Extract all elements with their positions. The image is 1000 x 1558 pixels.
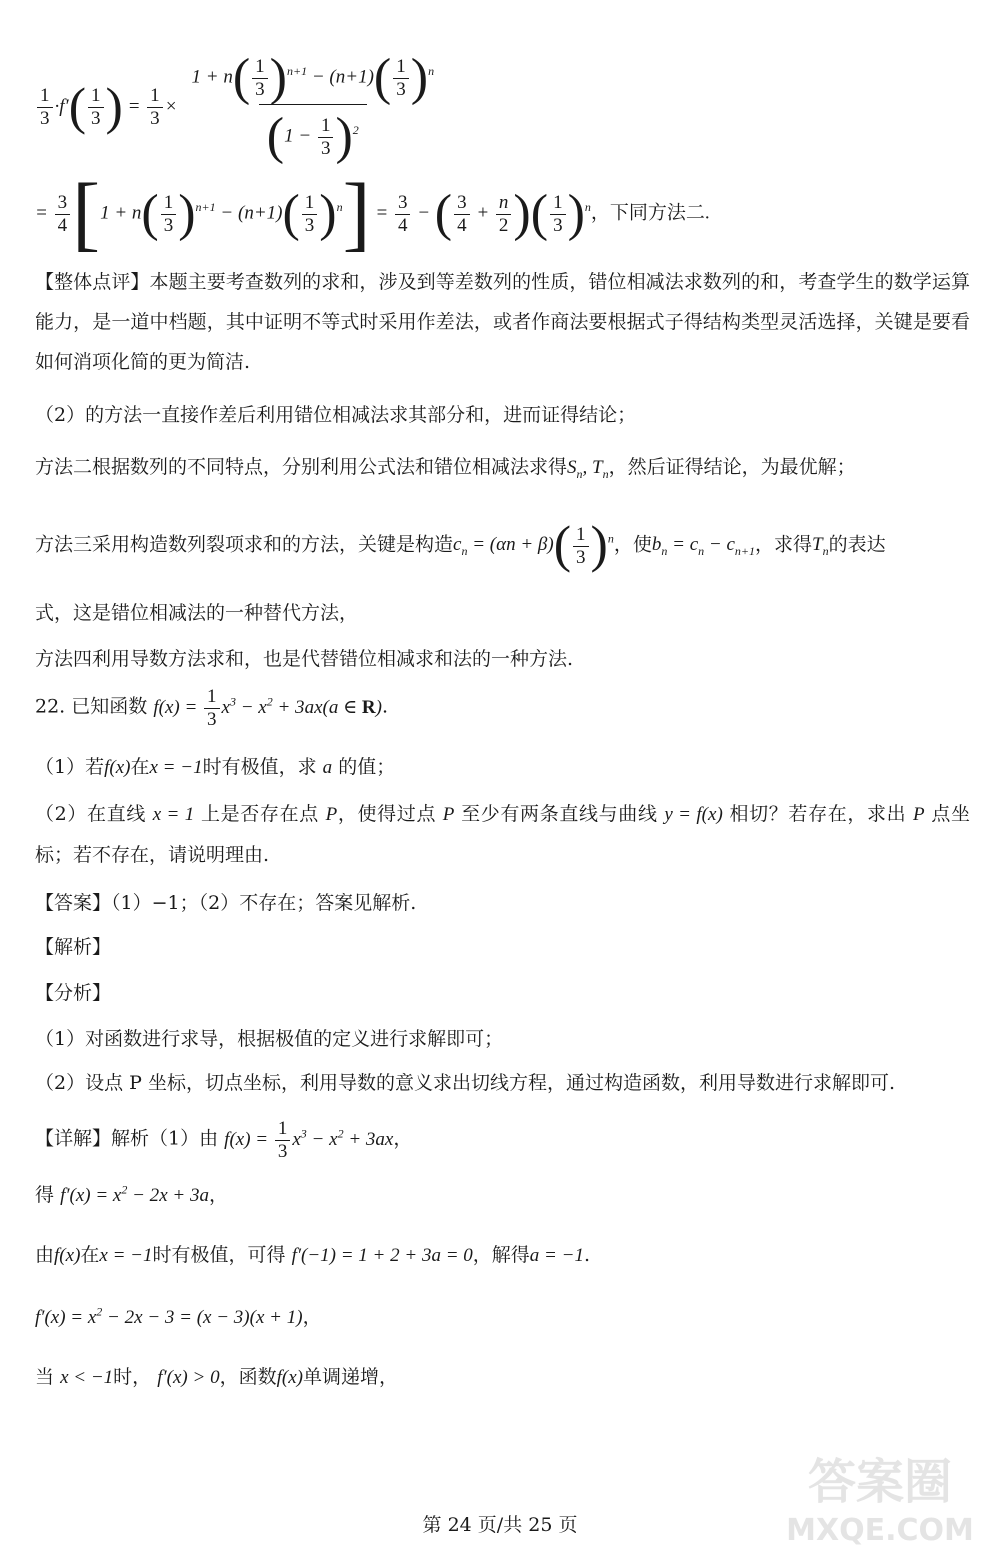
derivation-line-1: $\frac{1}{3}$ ·f′( $\frac{1}{3}$ ) = $\frac{1}{3}$ × 1 + n( $\frac{1}{3}$ )$^{n+1}$ − (n+1)( $\frac{1}{3}$ )$^n$ (1 − $\frac{1}{3}$ )$^2$ — [35, 52, 444, 163]
analysis-label: 【分析】 — [35, 982, 112, 1004]
detail-extremum: 由f(x)在x = −1时有极值，可得 f′(−1) = 1 + 2 + 3a = 0，解得a = −1. — [35, 1244, 590, 1266]
analysis-item-2: （2）设点 P 坐标，切点坐标，利用导数的意义求出切线方程，通过构造函数，利用导数进行求解即可. — [35, 1072, 895, 1094]
comment-item-2: （2）的方法一直接作差后利用错位相减法求其部分和，进而证得结论； — [35, 404, 637, 426]
watermark-logo — [780, 1440, 980, 1550]
answer-label: 【答案】 — [35, 892, 112, 914]
comment-method-4: 方法四利用导数方法求和，也是代替错位相减求和法的一种方法. — [35, 648, 574, 670]
page-footer: 第 24 页/共 25 页 — [422, 1514, 578, 1536]
analysis-item-1: （1）对函数进行求导，根据极值的定义进行求解即可； — [35, 1028, 504, 1050]
svg-text:MXQE.COM: MXQE.COM — [786, 1513, 974, 1548]
comment-method-2: 方法二根据数列的不同特点，分别利用公式法和错位相减法求得$S_n$, $T_n$，然后证得结论，为最优解； — [35, 456, 856, 481]
comment-method-3: 方法三采用构造数列裂项求和的方法，关键是构造$c_n = (\alpha n + \beta)$( $\frac{1}{3}$ )$^n$，使$b_n = c_n - c_{n+1}$，求得$T_n$的表达 — [35, 517, 886, 574]
derivation-tail: ，下同方法二. — [590, 202, 710, 224]
problem-q1: （1）若f(x)在x = −1时有极值，求 a 的值； — [35, 756, 396, 778]
answer-text: （1）−1；（2）不存在；答案见解析. — [111, 892, 417, 914]
comment-text: 本题主要考查数列的求和，涉及到等差数列的性质，错位相减法求数列的和，考查学生的数学运算能力，是一道中档题，其中证明不等式时采用作差法，或者作商法要根据式子得结构类型灵活选择，关键是要看如何消项化简的更为简洁. — [35, 271, 970, 373]
problem-22-stem: 22. 已知函数 f(x) = $\frac{1}{3}$ $x^3 - x^2 + 3ax(a$ ∈ R). — [35, 686, 389, 730]
derivation-line-2: = $\frac{3}{4}$ [1 + n( $\frac{1}{3}$ )$^{n+1}$ − (n+1)( $\frac{1}{3}$ )$^n$] = $\frac{3}{4}$ − ( $\frac{3}{4}$ + $\frac{n}{2}$ )( $\frac{1}{3}$ )$^n$，下同方法二. — [35, 167, 710, 260]
detail-intro: 【详解】解析（1）由 f(x) = $\frac{1}{3}$ $x^3 - x^2 + 3ax$， — [35, 1118, 413, 1162]
overall-comment — [35, 262, 970, 382]
detail-derivative: 得 $f'(x) = x^2 - 2x + 3a$， — [35, 1182, 228, 1206]
detail-factor: $f'(x) = x^2 - 2x - 3 = (x - 3)(x + 1)$， — [35, 1304, 322, 1328]
answer — [35, 888, 416, 915]
jiexi-label: 【解析】 — [35, 936, 112, 958]
comment-method-3-cont: 式，这是错位相减法的一种替代方法， — [35, 602, 359, 624]
problem-q2: （2）在直线 x = 1 上是否存在点 P，使得过点 P 至少有两条直线与曲线 y = f(x) 相切？若存在，求出 P 点坐标；若不存在，请说明理由. — [35, 803, 971, 866]
detail-monotone: 当 x < −1时， f′(x) > 0，函数f(x)单调递增， — [35, 1366, 398, 1388]
svg-text:答案圈: 答案圈 — [807, 1454, 953, 1510]
comment-label: 【整体点评】 — [35, 271, 150, 293]
